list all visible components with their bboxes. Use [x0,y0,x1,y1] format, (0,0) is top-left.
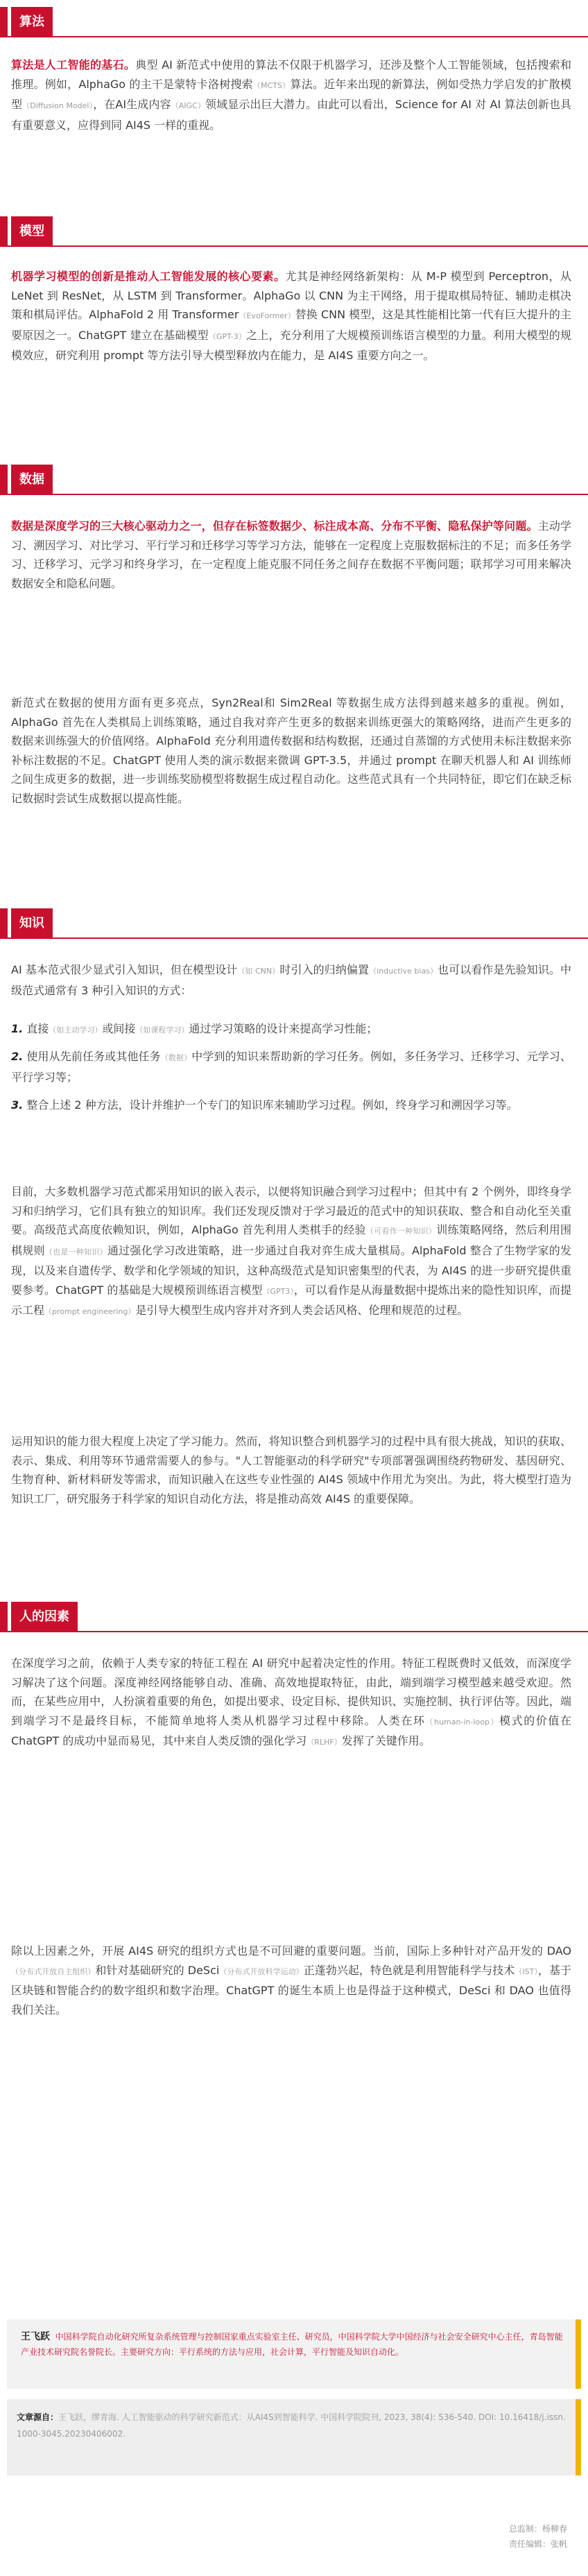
section-title: 算法 [11,7,53,37]
list-number: 3. [11,1098,24,1112]
section-accent-bar [0,908,8,939]
source-accent-bar [576,2399,581,2475]
annotation: （Diffusion Model） [22,101,94,110]
bio-accent-bar [576,2319,581,2389]
chief-editor: 总监制：杨柳春 [508,2524,567,2534]
text: 和针对基础研究的 DeSci [95,1963,220,1977]
lead-sentence: 机器学习模型的创新是推动人工智能发展的核心要素。 [11,270,286,283]
annotation: （如课程学习） [135,1026,189,1035]
knowledge-list-item-3 [11,1096,571,1115]
text: 在深度学习之前，依赖于人类专家的特征工程在 AI 研究中起着决定性的作用。特征工程既费时又低效，而深度学习解决了这个问题。深度神经网络能够自动、准确、高效地提取特征，由此，端到端学习模型越来越受欢迎。然而，在某些应用中，人扮演着重要的角色，如提出要求、设定目标、提供知识、实施控制、执行评估等。因此，端到端学习不是最终目标，不能简单地将人类从机器学习过程中移除。人类在环 [11,1657,571,1727]
text: 除以上因素之外，开展 AI4S 研究的组织方式也是不可回避的重要问题。当前，国际上多种针对产品开发的 DAO [11,1944,571,1957]
section-underline [0,36,588,37]
source-reference: 王飞跃，缪青海. 人工智能驱动的科学研究新范式：从AI4S到智能科学. 中国科学院院刊, 2023, 38(4): 536-540. DOI: 10.16418/j.issn. 1000-3045.20230406002. [17,2412,566,2439]
text: AI 基本范式很少显式引入知识，但在模型设计 [11,963,238,976]
annotation: （EvoFormer） [239,311,295,320]
annotation: （如主动学习） [49,1026,103,1035]
text: ，基于区块链和智能合约的数字组织和数字治理。ChatGPT 的诞生本质上也是得益于这种模式，DeSci 和 DAO 也值得我们关注。 [11,1963,571,2016]
annotation: （分布式开放自主组织） [11,1966,96,1976]
annotation: （如 CNN） [237,967,280,976]
annotation: （inductive bias） [369,967,438,976]
text: 替换 CNN 模型，这是其性能相比第一代有巨大提升的主要原因之一。ChatGPT 建立在基础模型 [11,308,571,342]
annotation: （prompt engineering） [44,1307,136,1316]
section-accent-bar [0,1602,8,1632]
text: 目前，大多数机器学习范式都采用知识的嵌入表示，以便将知识融合到学习过程中；但其中有 2 个例外，即终身学习和归纳学习，它们具有独立的知识库。我们还发现反馈对于学习最近的范式中的知识获取、整合和自动化至关重要。高级范式高度依赖知识，例如，AlphaGo 首先利用人类棋手的经验 [11,1185,571,1236]
credits [509,2521,567,2552]
text: 模式的价值在 ChatGPT 的成功中显而易见，其中来自人类反馈的强化学习 [11,1713,571,1747]
text: 直接 [26,1022,49,1035]
source-citation [17,2409,571,2442]
lead-sentence: 数据是深度学习的三大核心驱动力之一，但存在标签数据少、标注成本高、分布不平衡、隐私保护等问题。 [11,519,538,533]
text: 训练策略网络，然后利用围棋规则 [11,1223,571,1257]
section-header-model [0,216,588,247]
text: 主动学习、溯因学习、对比学习、平行学习和迁移学习等学习方法，能够在一定程度上克服数据标注的不足；而多任务学习、迁移学习、元学习和终身学习，在一定程度上能克服不同任务之间存在数据不平衡问题；联邦学习可用来解决数据安全和隐私问题。 [11,519,571,590]
section-header-algorithm [0,7,588,37]
source-box [7,2399,581,2475]
text: 是引导大模型生成内容并对齐到人类会话风格、伦理和规范的过程。 [135,1304,469,1317]
annotation: （GPT3） [262,1286,294,1296]
data-paragraph-2 [11,693,571,808]
text: 新范式在数据的使用方面有更多亮点，Syn2Real和 Sim2Real 等数据生成方法得到越来越多的重视。例如，AlphaGo 首先在人类棋局上训练策略，通过自我对弈产生更多的数据来训练更强大的策略网络，进而产生更多的数据来训练强大的价值网络。AlphaFold 充分利用遗传数据和结构数据，还通过自蒸馏的方式使用未标注数据来弥补标注数据的不足。ChatGPT 使用人类的演示数据来微调 GPT-3.5，并通过 prompt 在聊天机器人和 AI 训练师之间生成更多的数据，进一步训练奖励模型将数据生成过程自动化。这些范式具有一个共同特征，即它们在缺乏标记数据时尝试生成数据以提高性能。 [11,696,571,805]
knowledge-paragraph-1 [11,960,571,1000]
text: 发挥了关键作用。 [341,1734,431,1747]
annotation: （AIGC） [171,101,205,110]
text: 之上，充分利用了大规模预训练语言模型的力量。利用大模型的规模效应，研究利用 prompt 等方法引导大模型释放内在能力，是 AI4S 重要方向之一。 [11,328,571,362]
text: 也可以看作是先验知识。中级范式通常有 3 种引入知识的方式： [11,963,571,997]
list-number: 1. [11,1022,24,1035]
author-name: 王飞跃 [21,2331,50,2342]
section-header-human [0,1602,588,1632]
annotation: （MCTS） [252,80,291,90]
text: 尤其是神经网络新架构：从 M-P 模型到 Perceptron，从 LeNet 到 ResNet，从 LSTM 到 Transformer。AlphaGo 以 CNN 为主干网络，用于提取棋局特征、辅助走棋决策和棋局评估。AlphaFold 2 用 Transformer [11,270,571,321]
knowledge-list-item-1 [11,1019,571,1040]
text: 中学到的知识来帮助新的学习任务。例如，多任务学习、迁移学习、元学习、平行学习等； [11,1050,571,1084]
algorithm-paragraph [11,55,571,135]
text: 典型 AI 新范式中使用的算法不仅限于机器学习，还涉及整个人工智能领域，包括搜索和推理。例如，AlphaGo 的主干是蒙特卡洛树搜索 [11,58,571,91]
model-paragraph [11,267,571,365]
text: 运用知识的能力很大程度上决定了学习能力。然而，将知识整合到机器学习的过程中具有很大挑战，知识的获取、表示、集成、利用等环节通常需要人的参与。"人工智能驱动的科学研究"专项部署强调围绕药物研发、基因研究、生物育种、新材料研发等需求，而知识融入在这些专业性强的 AI4S 领域中作用尤为突出。为此，将大模型打造为知识工厂，研究服务于科学家的知识自动化方法，将是推动高效 AI4S 的重要保障。 [11,1435,571,1505]
annotation: （RLHF） [306,1738,342,1747]
text: 通过学习策略的设计来提高学习性能； [189,1022,378,1035]
section-underline [0,245,588,247]
human-paragraph-2 [11,1942,571,2019]
section-accent-bar [0,7,8,37]
text: 整合上述 2 种方法，设计并维护一个专门的知识库来辅助学习过程。例如，终身学习和溯因学习等。 [26,1098,518,1112]
text: 算法。近年来出现的新算法，例如受热力学启发的扩散模型 [11,77,571,111]
section-header-knowledge [0,908,588,939]
text: 通过强化学习改进策略，进一步通过自我对弈生成大量棋局。AlphaFold 整合了生物学家的发现，以及来自遗传学、数学和化学领域的知识，这种高级范式是知识密集型的代表，为 AI4S 的进一步研究提供重要参考。ChatGPT 的基础是大规模预训练语言模型 [11,1243,571,1297]
knowledge-list-item-2 [11,1047,571,1087]
text: 使用从先前任务或其他任务 [26,1050,161,1063]
text: ，在AI生成内容 [93,98,171,111]
section-underline [0,937,588,939]
section-underline [0,494,588,495]
section-accent-bar [0,216,8,247]
section-underline [0,1631,588,1632]
annotation: （human-in-loop） [425,1717,500,1727]
section-title: 人的因素 [11,1602,78,1632]
annotation: （可看作一种知识） [365,1227,437,1236]
knowledge-paragraph-2 [11,1182,571,1322]
section-title: 知识 [11,908,53,939]
author-description: 中国科学院自动化研究所复杂系统管理与控制国家重点实验室主任、研究员，中国科学院大学中国经济与社会安全研究中心主任，青岛智能产业技术研究院名誉院长。主要研究方向：平行系统的方法与应用，社会计算，平行智能及知识自动化。 [21,2332,563,2357]
source-label: 文章源自： [17,2412,59,2422]
data-paragraph-1 [11,517,571,593]
section-title: 数据 [11,465,53,495]
knowledge-paragraph-3 [11,1432,571,1508]
text: 时引入的归纳偏置 [279,963,370,976]
section-header-data [0,465,588,495]
annotation: （也是一种知识） [44,1247,107,1256]
section-accent-bar [0,465,8,495]
text: 领域显示出巨大潜力。由此可以看出，Science for AI 对 AI 算法创新也具有重要意义，应得到同 AI4S 一样的重视。 [11,98,571,132]
responsible-editor: 责任编辑：张帆 [508,2539,567,2549]
lead-sentence: 算法是人工智能的基石。 [11,58,136,71]
annotation: （GPT-3） [208,331,247,341]
section-title: 模型 [11,216,53,247]
list-number: 2. [11,1050,24,1063]
human-paragraph-1 [11,1654,571,1752]
text: 正蓬勃兴起，特色就是利用智能科学与技术 [303,1963,515,1977]
text: ，可以看作是从海量数据中提炼出来的隐性知识库，而提示工程 [11,1283,571,1317]
text: 或间接 [102,1022,136,1035]
annotation: （IST） [514,1966,538,1976]
author-bio-box [7,2319,581,2389]
annotation: （数据） [160,1053,192,1062]
author-bio-text [21,2329,569,2360]
annotation: （分布式开放科学运动） [219,1966,304,1976]
